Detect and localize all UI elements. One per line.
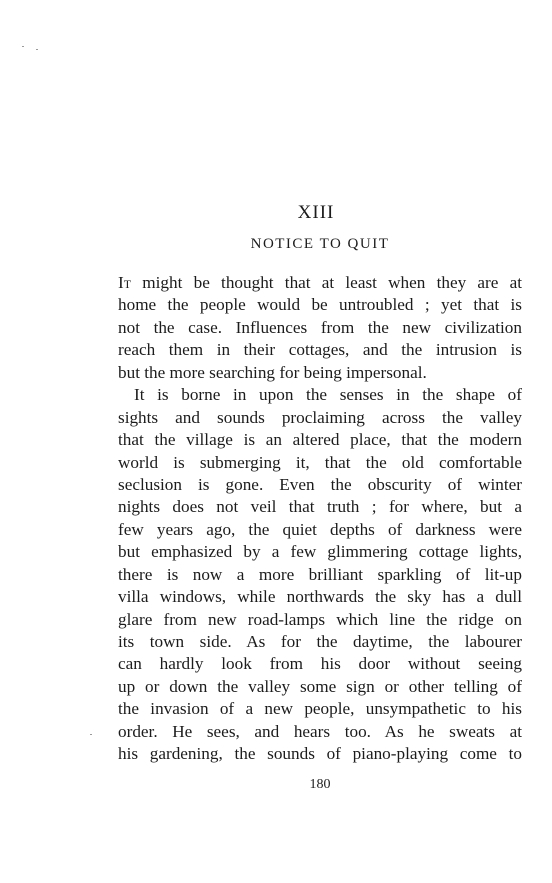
text-line: It is borne in upon the senses in the shape of <box>134 385 522 405</box>
text-line: its town side. As for the daytime, the labourer <box>118 632 522 651</box>
paragraph-2 <box>118 384 522 765</box>
chapter-number: XIII <box>297 202 335 223</box>
text-line: villa windows, while northwards the sky has a dull <box>118 587 522 607</box>
text-line: reach them in their cottages, and the intrusion is <box>118 340 522 360</box>
text-line: It might be thought that at least when they are at <box>118 273 522 292</box>
paper-speck <box>22 46 24 47</box>
text-line: there is now a more brilliant sparkling of lit-up <box>118 564 522 584</box>
text-line: can hardly look from his door without seeing <box>118 654 522 674</box>
text-line: sights and sounds proclaiming across the valley <box>118 407 522 427</box>
text-line: order. He sees, and hears too. As he sweats at <box>118 721 522 741</box>
paper-speck <box>36 49 38 50</box>
text-line: nights does not veil that truth ; for where, but a <box>118 497 522 517</box>
text-line: but emphasized by a few glimmering cottage lights, <box>118 542 522 562</box>
paragraph-1 <box>118 272 522 384</box>
paper-speck <box>90 734 92 735</box>
text-line: up or down the valley some sign or other telling of <box>118 676 522 696</box>
body-text <box>118 272 522 766</box>
text-line: but the more searching for being impersonal. <box>118 362 427 382</box>
text-line: seclusion is gone. Even the obscurity of winter <box>118 474 522 494</box>
text-line: glare from new road-lamps which line the ridge on <box>118 609 522 629</box>
text-line: not the case. Influences from the new civilization <box>118 317 522 337</box>
text-line: that the village is an altered place, that the modern <box>118 430 522 450</box>
page-number: 180 <box>309 777 331 792</box>
text-line: world is submerging it, that the old comfortable <box>118 452 522 472</box>
opening-word: It <box>118 273 132 292</box>
text-line: the invasion of a new people, unsympathetic to his <box>118 699 522 719</box>
text-line: his gardening, the sounds of piano-playing come to <box>118 744 522 764</box>
text-line: few years ago, the quiet depths of darkness were <box>118 519 522 539</box>
text-line: home the people would be untroubled ; yet that is <box>118 295 522 315</box>
chapter-title: NOTICE TO QUIT <box>250 236 390 252</box>
